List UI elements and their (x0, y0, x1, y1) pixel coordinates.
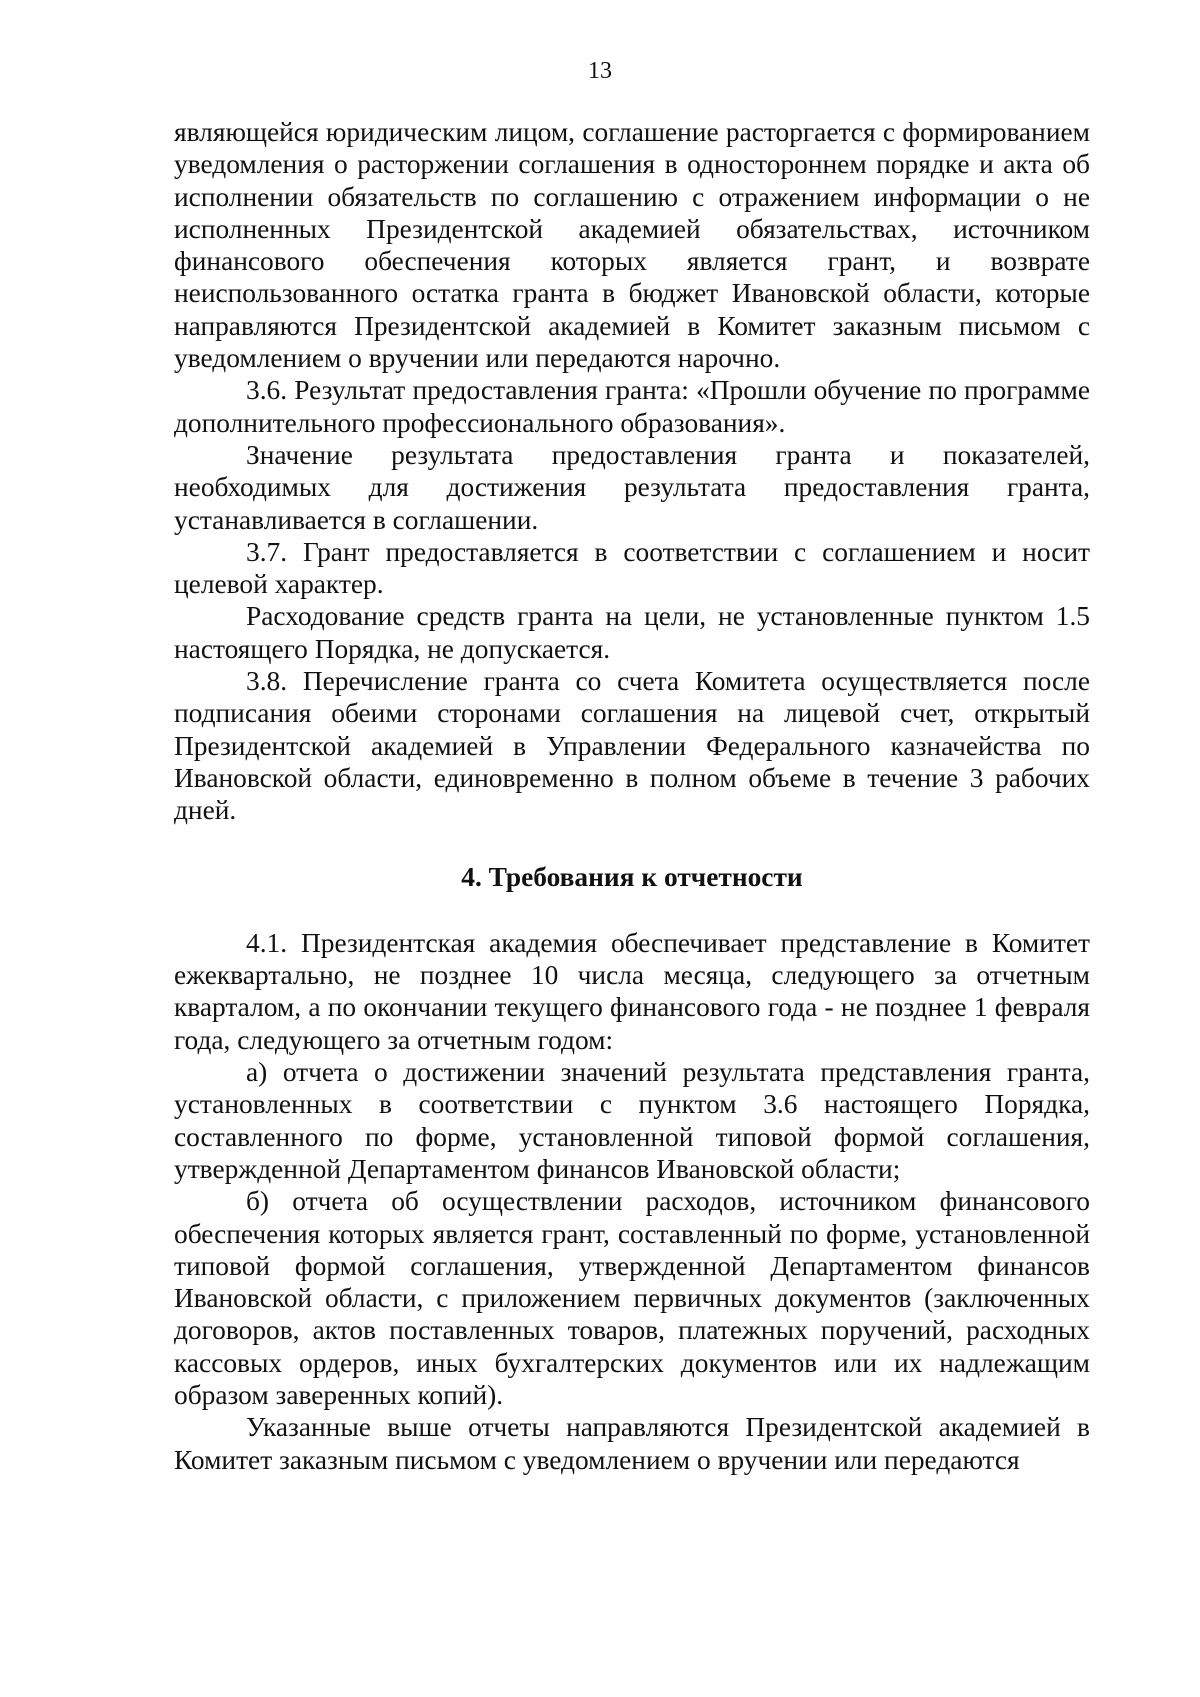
page-number: 13 (588, 58, 612, 84)
document-body (174, 116, 1090, 1476)
paragraph-3-6: 3.6. Результат предоставления гранта: «Прошли обучение по программе дополнительного профессионального образования». (174, 375, 1090, 438)
paragraph-result-value: Значение результата предоставления гранта и показателей, необходимых для достижения результата предоставления гранта, устанавливается в соглашении. (174, 439, 1090, 535)
paragraph-4-1: 4.1. Президентская академия обеспечивает представление в Комитет ежеквартально, не позднее 10 числа месяца, следующего за отчетным кварталом, а по окончании текущего финансового года - не позднее 1 февраля года, следующего за отчетным годом: (174, 927, 1090, 1055)
paragraph-continuation: являющейся юридическим лицом, соглашение расторгается с формированием уведомления о расторжении соглашения в одностороннем порядке и акта об исполнении обязательств по соглашению с отражением информации о не исполненных Президентской академией обязательствах, источником финансового обеспечения которых является грант, и возврате неиспользованного остатка гранта в бюджет Ивановской области, которые направляются Президентской академией в Комитет заказным письмом с уведомлением о вручении или передаются нарочно. (174, 117, 1090, 374)
paragraph-3-8: 3.8. Перечисление гранта со счета Комитета осуществляется после подписания обеими сторонами соглашения на лицевой счет, открытый Президентской академией в Управлении Федерального казначейства по Ивановской области, единовременно в полном объеме в течение 3 рабочих дней. (174, 666, 1090, 826)
section-heading: 4. Требования к отчетности (461, 861, 803, 892)
paragraph-3-7: 3.7. Грант предоставляется в соответствии с соглашением и носит целевой характер. (174, 536, 1090, 600)
paragraph-spending: Расходование средств гранта на цели, не установленные пунктом 1.5 настоящего Порядка, не допускается. (174, 601, 1090, 664)
paragraph-item-b: б) отчета об осуществлении расходов, источником финансового обеспечения которых является грант, составленный по форме, установленной типовой формой соглашения, утвержденной Департаментом финансов Ивановской области, с приложением первичных документов (заключенных договоров, актов поставленных товаров, платежных поручений, расходных кассовых ордеров, иных бухгалтерских документов или их надлежащим образом заверенных копий). (174, 1186, 1090, 1410)
paragraph-reports-sent: Указанные выше отчеты направляются Президентской академией в Комитет заказным письмом с уведомлением о вручении или передаются (174, 1412, 1090, 1475)
paragraph-item-a: а) отчета о достижении значений результата представления гранта, установленных в соответствии с пунктом 3.6 настоящего Порядка, составленного по форме, установленной типовой формой соглашения, утвержденной Департаментом финансов Ивановской области; (174, 1057, 1090, 1184)
